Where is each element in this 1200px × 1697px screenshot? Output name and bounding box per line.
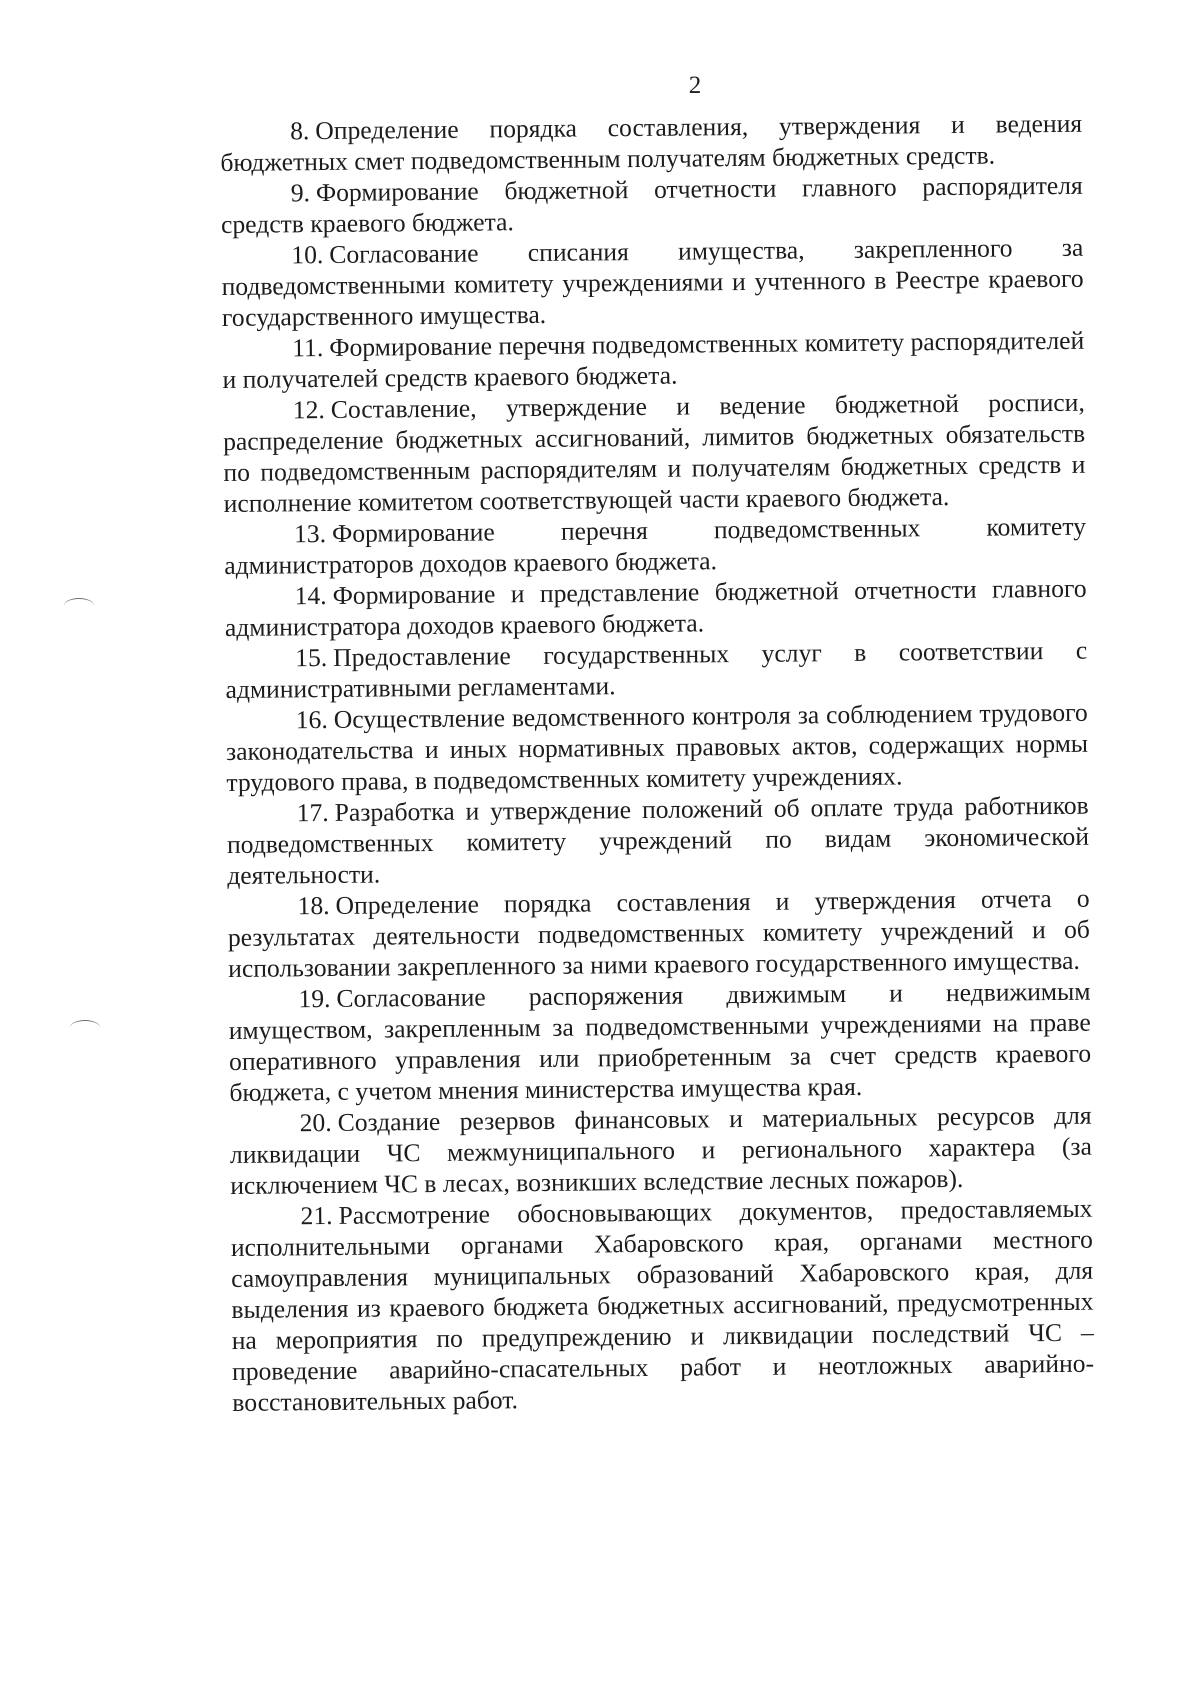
list-item — [226, 697, 1089, 798]
list-item — [224, 573, 1087, 643]
item-text: Формирование и представление бюджетной отчетности главного администратора доходов краевого бюджета. — [224, 573, 1087, 642]
item-number: 20. — [299, 1107, 332, 1138]
item-number: 18. — [297, 890, 330, 921]
item-text: Предоставление государственных услуг в соответствии с административными регламентами. — [225, 635, 1088, 704]
item-number: 15. — [295, 642, 328, 673]
punch-hole-mark — [64, 598, 94, 613]
list-item — [222, 325, 1085, 395]
item-number: 11. — [292, 333, 324, 363]
item-text: Согласование списания имущества, закрепленного за подведомственными комитету учреждениями и учтенного в Реестре краевого государственного имущества. — [221, 232, 1084, 332]
list-item — [228, 976, 1091, 1108]
list-item — [223, 387, 1086, 519]
item-number: 21. — [300, 1200, 333, 1231]
item-text: Осуществление ведомственного контроля за соблюдением трудового законодательства и иных нормативных правовых актов, содержащих нормы трудового права, в подведомственных комитету учреждениях. — [225, 697, 1089, 797]
item-number: 8. — [290, 116, 310, 146]
item-text: Формирование перечня подведомственных комитету распорядителей и получателей средств краевого бюджета. — [222, 325, 1085, 394]
list-item — [230, 1100, 1093, 1201]
item-text: Формирование перечня подведомственных комитету администраторов доходов краевого бюджета. — [224, 511, 1087, 580]
list-item — [221, 232, 1084, 333]
item-text: Составление, утверждение и ведение бюджетной росписи, распределение бюджетных ассигнований, лимитов бюджетных обязательств по подведомственным распорядителям и получателям бюджетных средств и исполнение комитетом соответствующей части краевого бюджета. — [222, 387, 1086, 518]
list-item — [224, 511, 1087, 581]
item-text: Определение порядка составления, утверждения и ведения бюджетных смет подведомственным получателям бюджетных средств. — [220, 108, 1083, 177]
item-number: 13. — [293, 519, 327, 549]
list-item — [225, 635, 1088, 705]
item-number: 16. — [295, 704, 328, 735]
item-text: Рассмотрение обосновывающих документов, предоставляемых исполнительными органами Хабаровского края, органами местного самоуправления муниципальных образований Хабаровского края, для выделения из краевого бюджета бюджетных ассигнований, предусмотренных на мероприятия по предупреждению и ликвидации последствий ЧС – проведение аварийно-спасательных работ и неотложных аварийно-восстановительных работ. — [230, 1193, 1095, 1417]
item-number: 10. — [291, 240, 324, 270]
item-number: 14. — [294, 580, 327, 611]
item-text: Формирование бюджетной отчетности главного распорядителя средств краевого бюджета. — [220, 170, 1083, 239]
list-item — [230, 1193, 1094, 1418]
item-number: 9. — [290, 178, 311, 208]
punch-hole-mark — [70, 1020, 100, 1035]
list-item — [220, 108, 1083, 178]
item-text: Определение порядка составления и утверждения отчета о результатах деятельности подведомственных комитету учреждений и об использовании закрепленного за ними краевого государственного имущества. — [227, 883, 1090, 983]
list-item — [227, 883, 1090, 984]
item-number: 17. — [296, 797, 329, 828]
item-text: Согласование распоряжения движимым и недвижимым имуществом, закрепленным за подведомственными учреждениями на праве оперативного управления или приобретенным за счет средств краевого бюджета, с учетом мнения министерства имущества края. — [228, 976, 1092, 1107]
list-item — [227, 790, 1090, 891]
list-item — [221, 170, 1084, 240]
document-body — [220, 108, 1094, 1418]
page-number: 2 — [688, 72, 702, 99]
item-text: Создание резервов финансовых и материальных ресурсов для ликвидации ЧС межмуниципального и регионального характера (за исключением ЧС в лесах, возникших вследствие лесных пожаров). — [229, 1100, 1093, 1200]
item-number: 12. — [292, 395, 325, 425]
item-number: 19. — [298, 983, 331, 1014]
item-text: Разработка и утверждение положений об оплате труда работников подведомственных комитету учреждений по видам экономической деятельности. — [226, 790, 1090, 890]
